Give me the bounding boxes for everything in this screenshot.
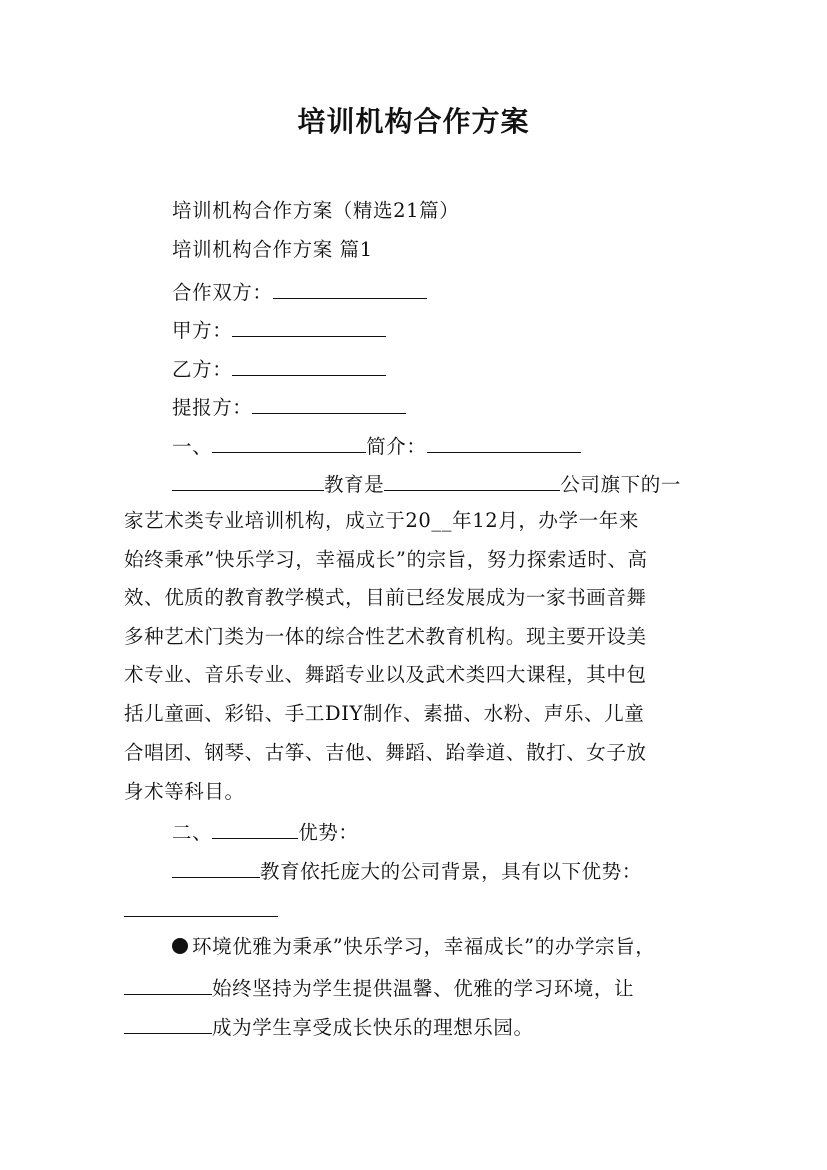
bullet-dot-icon [172,938,188,954]
submitter-label: 提报方： [172,396,253,419]
p1-line-1: 家艺术类专业培训机构，成立于20__年12月，办学一年来 [124,509,639,532]
p1-blank-1 [172,470,324,491]
advantages-heading [124,818,752,845]
standalone-blank [124,896,278,917]
submitter-line [124,393,752,420]
intro-blank-2 [427,432,581,453]
party-b-label: 乙方： [172,358,233,381]
intro-blank-1 [212,432,366,453]
bullet-1-line-3 [124,1013,704,1040]
advantages-blank [212,818,298,839]
p1-part1: 教育是 [324,473,385,496]
section-heading: 培训机构合作方案 篇1 [172,238,373,261]
p1-line-5: 术专业、音乐专业、舞蹈专业以及武术类四大课程，其中包 [124,663,647,686]
intro-label: 简介： [366,435,427,458]
intro-heading [124,432,752,459]
party-a-label: 甲方： [172,319,233,342]
advantages-line [124,857,752,884]
p1-line-7: 合唱团、钢琴、古筝、吉他、舞蹈、跆拳道、散打、女子放 [124,741,647,764]
bullet-1-blank-1 [124,974,212,995]
party-a-line [124,316,752,343]
p1-line-4: 多种艺术门类为一体的综合性艺术教育机构。现主要开设美 [124,625,647,648]
advantages-text: 教育依托庞大的公司背景，具有以下优势： [260,860,642,883]
bullet-1-line-1 [124,935,752,959]
document-title: 培训机构合作方案 [297,105,530,138]
party-b-blank [232,355,386,376]
advantages-prefix: 二、 [172,821,213,844]
bullet-1-text-1: 环境优雅为秉承”快乐学习，幸福成长”的办学宗旨， [192,935,656,958]
bullet-1-text-2: 始终坚持为学生提供温馨、优雅的学习环境，让 [212,977,635,1000]
parties-line [124,278,752,305]
party-a-blank [232,316,386,337]
p1-line-2: 始终秉承”快乐学习，幸福成长”的宗旨，努力探索适时、高 [124,548,648,571]
party-b-line [124,355,752,382]
p1-line-6: 括儿童画、彩铅、手工DIY制作、素描、水粉、声乐、儿童 [124,702,645,725]
bullet-1-text-3: 成为学生享受成长快乐的理想乐园。 [212,1016,534,1039]
bullet-1-line-2 [124,974,704,1001]
p1-part2: 公司旗下的一 [560,473,681,496]
advantages-label: 优势： [298,821,359,844]
p1-blank-2 [384,470,560,491]
submitter-blank [252,393,406,414]
parties-blank [273,278,427,299]
bullet-1-blank-2 [124,1013,212,1034]
intro-prefix: 一、 [172,435,213,458]
parties-label: 合作双方： [172,281,273,304]
p1-first-line [124,470,752,497]
advantages-text-blank [172,857,260,878]
subtitle: 培训机构合作方案（精选21篇） [172,199,460,222]
p1-line-8: 身术等科目。 [124,780,245,803]
standalone-blank-line [124,896,704,923]
p1-line-3: 效、优质的教育教学模式，目前已经发展成为一家书画音舞 [124,586,647,609]
